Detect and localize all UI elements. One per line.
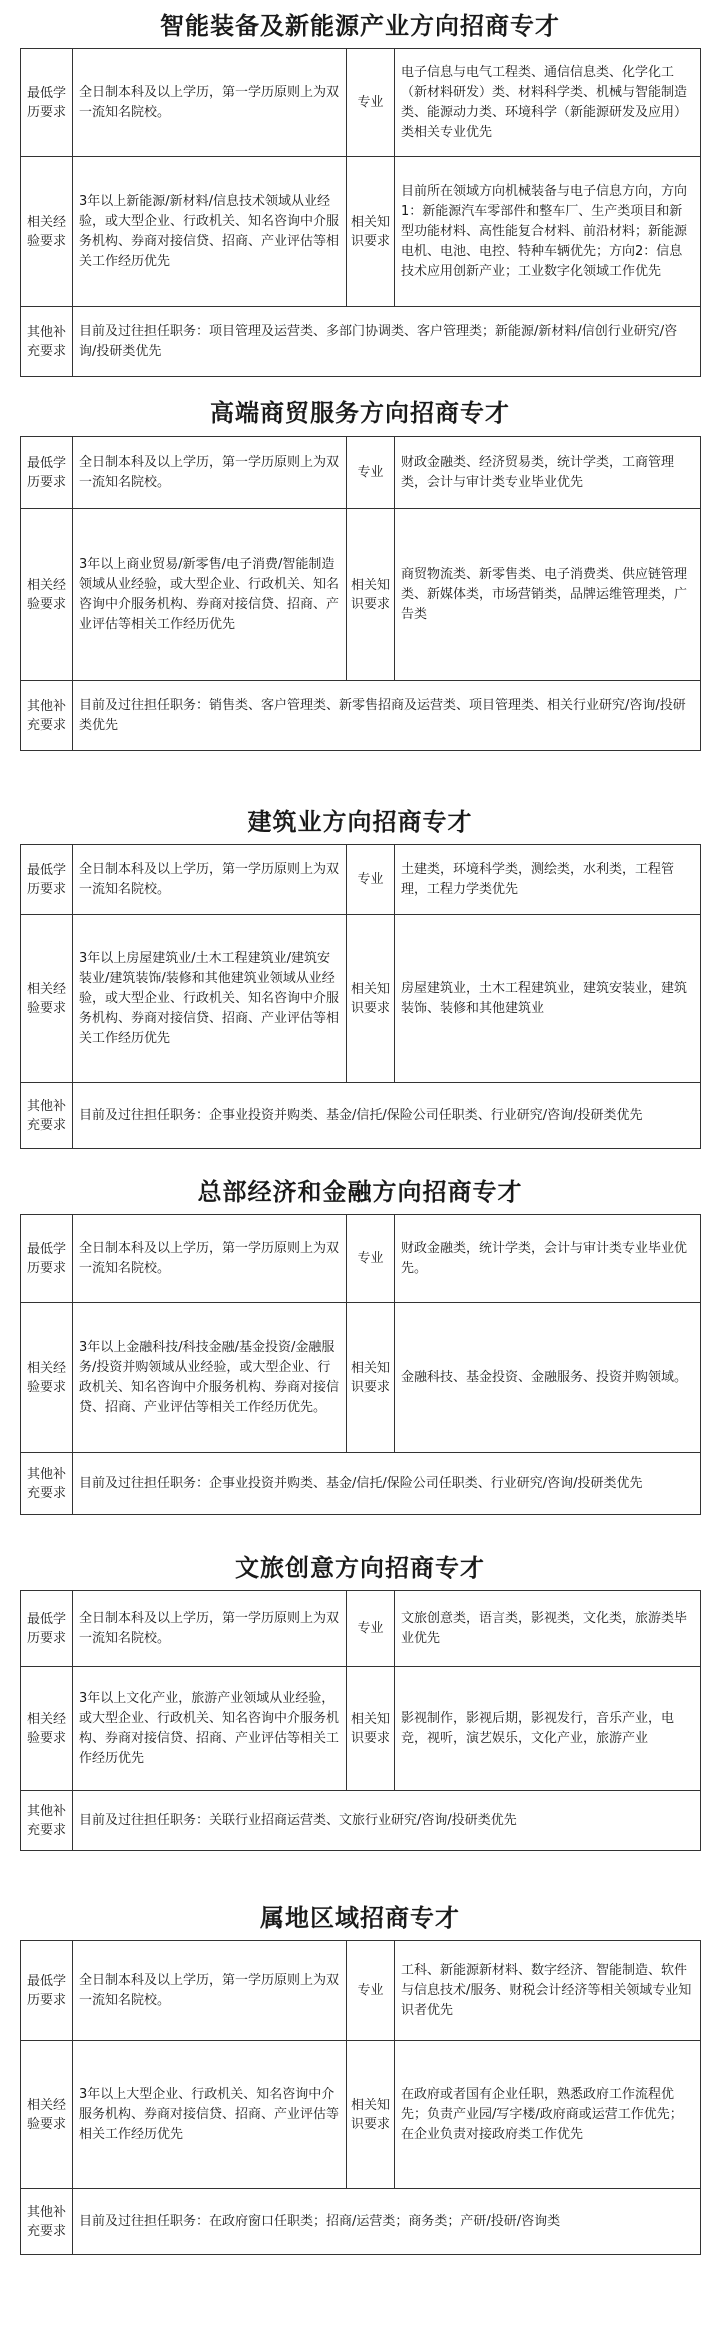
experience-text: 3年以上商业贸易/新零售/电子消费/智能制造领域从业经验，或大型企业、行政机关、知名咨询中介服务机构、券商对接信贷、招商、产业评估等相关工作经历优先 (73, 509, 347, 681)
label-knowledge: 相关知识要求 (347, 1303, 395, 1453)
knowledge-text: 商贸物流类、新零售类、电子消费类、供应链管理类、新媒体类，市场营销类，品牌运维管理类，广告类 (395, 509, 701, 681)
section-headquarters-finance (0, 1170, 720, 1515)
education-text: 全日制本科及以上学历，第一学历原则上为双一流知名院校。 (73, 1941, 347, 2041)
label-education: 最低学历要求 (21, 845, 73, 915)
table-row (21, 1791, 701, 1851)
knowledge-text: 金融科技、基金投资、金融服务、投资并购领域。 (395, 1303, 701, 1453)
table-row (21, 157, 701, 307)
section-title: 总部经济和金融方向招商专才 (197, 1178, 523, 1206)
label-knowledge: 相关知识要求 (347, 509, 395, 681)
table-row (21, 1667, 701, 1791)
table-row (21, 1591, 701, 1667)
table-row (21, 1453, 701, 1515)
other-text: 目前及过往担任职务：项目管理及运营类、多部门协调类、客户管理类；新能源/新材料/信创行业研究/咨询/投研类优先 (73, 307, 701, 377)
label-knowledge: 相关知识要求 (347, 157, 395, 307)
table-row (21, 1941, 701, 2041)
experience-text: 3年以上大型企业、行政机关、知名咨询中介服务机构、券商对接信贷、招商、产业评估等相关工作经历优先 (73, 2041, 347, 2189)
label-experience: 相关经验要求 (21, 2041, 73, 2189)
label-other: 其他补充要求 (21, 1083, 73, 1149)
label-major: 专业 (347, 1591, 395, 1667)
label-major: 专业 (347, 1941, 395, 2041)
table-row (21, 1215, 701, 1303)
experience-text: 3年以上金融科技/科技金融/基金投资/金融服务/投资并购领域从业经验，或大型企业、行政机关、知名咨询中介服务机构、券商对接信贷、招商、产业评估等相关工作经历优先。 (73, 1303, 347, 1453)
experience-text: 3年以上文化产业，旅游产业领域从业经验，或大型企业、行政机关、知名咨询中介服务机构、券商对接信贷、招商、产业评估等相关工作经历优先 (73, 1667, 347, 1791)
label-experience: 相关经验要求 (21, 1303, 73, 1453)
table-row (21, 2041, 701, 2189)
section-culture-tourism (0, 1546, 720, 1851)
section-smart-equipment (0, 4, 720, 377)
label-experience: 相关经验要求 (21, 157, 73, 307)
table-row (21, 2189, 701, 2255)
other-text: 目前及过往担任职务：企事业投资并购类、基金/信托/保险公司任职类、行业研究/咨询/投研类优先 (73, 1453, 701, 1515)
major-text: 电子信息与电气工程类、通信信息类、化学化工（新材料研发）类、材料科学类、机械与智能制造类、能源动力类、环境科学（新能源研发及应用）类相关专业优先 (395, 49, 701, 157)
table-row (21, 915, 701, 1083)
table-row (21, 1303, 701, 1453)
section-title: 智能装备及新能源产业方向招商专才 (160, 12, 560, 40)
section-title: 高端商贸服务方向招商专才 (210, 399, 510, 427)
table-row (21, 1083, 701, 1149)
knowledge-text: 影视制作，影视后期，影视发行，音乐产业，电竞，视听，演艺娱乐，文化产业，旅游产业 (395, 1667, 701, 1791)
education-text: 全日制本科及以上学历，第一学历原则上为双一流知名院校。 (73, 1215, 347, 1303)
requirements-table (20, 844, 701, 1149)
section-title: 属地区域招商专才 (260, 1904, 460, 1932)
table-row (21, 437, 701, 509)
education-text: 全日制本科及以上学历，第一学历原则上为双一流知名院校。 (73, 1591, 347, 1667)
label-experience: 相关经验要求 (21, 915, 73, 1083)
table-row (21, 845, 701, 915)
label-experience: 相关经验要求 (21, 1667, 73, 1791)
other-text: 目前及过往担任职务：企事业投资并购类、基金/信托/保险公司任职类、行业研究/咨询/投研类优先 (73, 1083, 701, 1149)
other-text: 目前及过往担任职务：在政府窗口任职类；招商/运营类；商务类；产研/投研/咨询类 (73, 2189, 701, 2255)
label-knowledge: 相关知识要求 (347, 2041, 395, 2189)
section-title: 文旅创意方向招商专才 (235, 1554, 485, 1582)
label-knowledge: 相关知识要求 (347, 915, 395, 1083)
label-major: 专业 (347, 437, 395, 509)
knowledge-text: 在政府或者国有企业任职，熟悉政府工作流程优先；负责产业园/写字楼/政府商或运营工作优先；在企业负责对接政府类工作优先 (395, 2041, 701, 2189)
label-education: 最低学历要求 (21, 49, 73, 157)
education-text: 全日制本科及以上学历，第一学历原则上为双一流知名院校。 (73, 437, 347, 509)
section-local-district (0, 1896, 720, 2255)
requirements-table (20, 1590, 701, 1851)
label-other: 其他补充要求 (21, 1791, 73, 1851)
label-major: 专业 (347, 1215, 395, 1303)
table-row (21, 49, 701, 157)
label-experience: 相关经验要求 (21, 509, 73, 681)
major-text: 财政金融类、经济贸易类，统计学类，工商管理类，会计与审计类专业毕业优先 (395, 437, 701, 509)
label-other: 其他补充要求 (21, 2189, 73, 2255)
major-text: 土建类，环境科学类，测绘类，水利类，工程管理，工程力学类优先 (395, 845, 701, 915)
section-title: 建筑业方向招商专才 (247, 808, 473, 836)
requirements-table (20, 436, 701, 751)
label-education: 最低学历要求 (21, 437, 73, 509)
label-other: 其他补充要求 (21, 681, 73, 751)
label-education: 最低学历要求 (21, 1215, 73, 1303)
table-row (21, 681, 701, 751)
other-text: 目前及过往担任职务：关联行业招商运营类、文旅行业研究/咨询/投研类优先 (73, 1791, 701, 1851)
table-row (21, 307, 701, 377)
section-construction (0, 800, 720, 1149)
requirements-table (20, 1214, 701, 1515)
requirements-table (20, 1940, 701, 2255)
knowledge-text: 目前所在领域方向机械装备与电子信息方向，方向1：新能源汽车零部件和整车厂、生产类项目和新型功能材料、高性能复合材料、前沿材料；新能源电机、电池、电控、特种车辆优先；方向2：信息技术应用创新产业；工业数字化领域工作优先 (395, 157, 701, 307)
label-other: 其他补充要求 (21, 307, 73, 377)
label-education: 最低学历要求 (21, 1591, 73, 1667)
requirements-table (20, 48, 701, 377)
label-major: 专业 (347, 49, 395, 157)
other-text: 目前及过往担任职务：销售类、客户管理类、新零售招商及运营类、项目管理类、相关行业研究/咨询/投研类优先 (73, 681, 701, 751)
table-row (21, 509, 701, 681)
section-commerce-trade (0, 390, 720, 751)
label-knowledge: 相关知识要求 (347, 1667, 395, 1791)
label-education: 最低学历要求 (21, 1941, 73, 2041)
education-text: 全日制本科及以上学历，第一学历原则上为双一流知名院校。 (73, 49, 347, 157)
experience-text: 3年以上房屋建筑业/土木工程建筑业/建筑安装业/建筑装饰/装修和其他建筑业领域从业经验，或大型企业、行政机关、知名咨询中介服务机构、券商对接信贷、招商、产业评估等相关工作经历优先 (73, 915, 347, 1083)
label-other: 其他补充要求 (21, 1453, 73, 1515)
label-major: 专业 (347, 845, 395, 915)
education-text: 全日制本科及以上学历，第一学历原则上为双一流知名院校。 (73, 845, 347, 915)
experience-text: 3年以上新能源/新材料/信息技术领域从业经验，或大型企业、行政机关、知名咨询中介服务机构、券商对接信贷、招商、产业评估等相关工作经历优先 (73, 157, 347, 307)
major-text: 文旅创意类，语言类，影视类，文化类，旅游类毕业优先 (395, 1591, 701, 1667)
major-text: 工科、新能源新材料、数字经济、智能制造、软件与信息技术/服务、财税会计经济等相关领域专业知识者优先 (395, 1941, 701, 2041)
knowledge-text: 房屋建筑业，土木工程建筑业，建筑安装业，建筑装饰、装修和其他建筑业 (395, 915, 701, 1083)
major-text: 财政金融类，统计学类，会计与审计类专业毕业优先。 (395, 1215, 701, 1303)
